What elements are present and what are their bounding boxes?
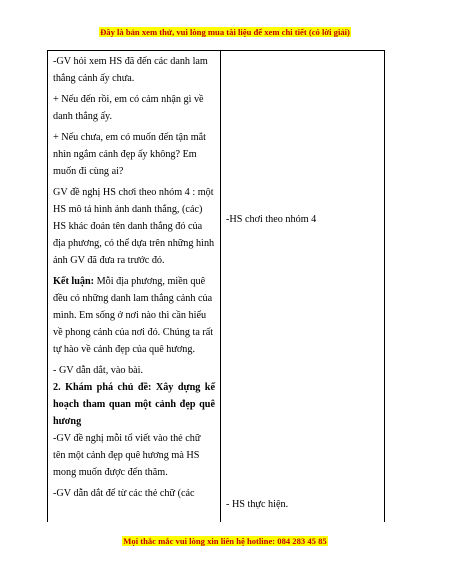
section-heading-explore: 2. Khám phá chủ đề: Xây dựng kế hoạch tham quan một cảnh đẹp quê hương — [53, 382, 215, 427]
paragraph-write-cards: -GV đề nghị mỗi tổ viết vào thẻ chữ tên một cảnh đẹp quê hương mà HS mong muốn được đến thăm. — [53, 433, 201, 478]
header-banner-text: Đây là bản xem thử, vui lòng mua tài liệu để xem chi tiết (có lời giải) — [100, 27, 350, 37]
paragraph-lead-from-cards: -GV dẫn dắt để từ các thẻ chữ (các — [53, 488, 195, 499]
student-activity-group-game: -HS chơi theo nhóm 4 — [226, 214, 317, 225]
footer-banner — [0, 536, 450, 546]
paragraph-conclusion — [53, 273, 215, 358]
student-activity-do: - HS thực hiện. — [226, 499, 289, 510]
conclusion-text: Mỗi địa phương, miền quê đều có những danh lam thắng cảnh của mình. Em sống ở nơi nào thì cần hiểu về phong cảnh của nơi đó. Chúng ta rất tự hào về cảnh đẹp của quê hương. — [53, 276, 214, 355]
teacher-activities-column — [53, 53, 215, 502]
header-banner — [0, 27, 450, 37]
lesson-table — [47, 50, 385, 522]
paragraph-if-not-visited: + Nếu chưa, em có muốn đến tận mắt nhìn ngắm cảnh đẹp ấy không? Em muốn đi cùng ai? — [53, 132, 206, 177]
paragraph-group-game: GV đề nghị HS chơi theo nhóm 4 : một HS mô tả hình ảnh danh thắng, (các) HS khác đoán tên danh thắng đó của địa phương, có thể dựa trên những hình ảnh GV đã đưa ra trước đó. — [53, 187, 215, 266]
footer-banner-text: Mọi thắc mắc vui lòng xin liên hệ hotline: 084 283 45 85 — [123, 536, 327, 546]
paragraph-if-visited: + Nếu đến rồi, em có cảm nhận gì về danh thắng ấy. — [53, 94, 204, 122]
conclusion-label: Kết luận: — [53, 276, 95, 287]
paragraph-ask-visited: -GV hỏi xem HS đã đến các danh lam thắng cảnh ấy chưa. — [53, 56, 208, 84]
paragraph-lead-in: - GV dẫn dắt, vào bài. — [53, 365, 144, 376]
column-divider — [220, 51, 221, 522]
